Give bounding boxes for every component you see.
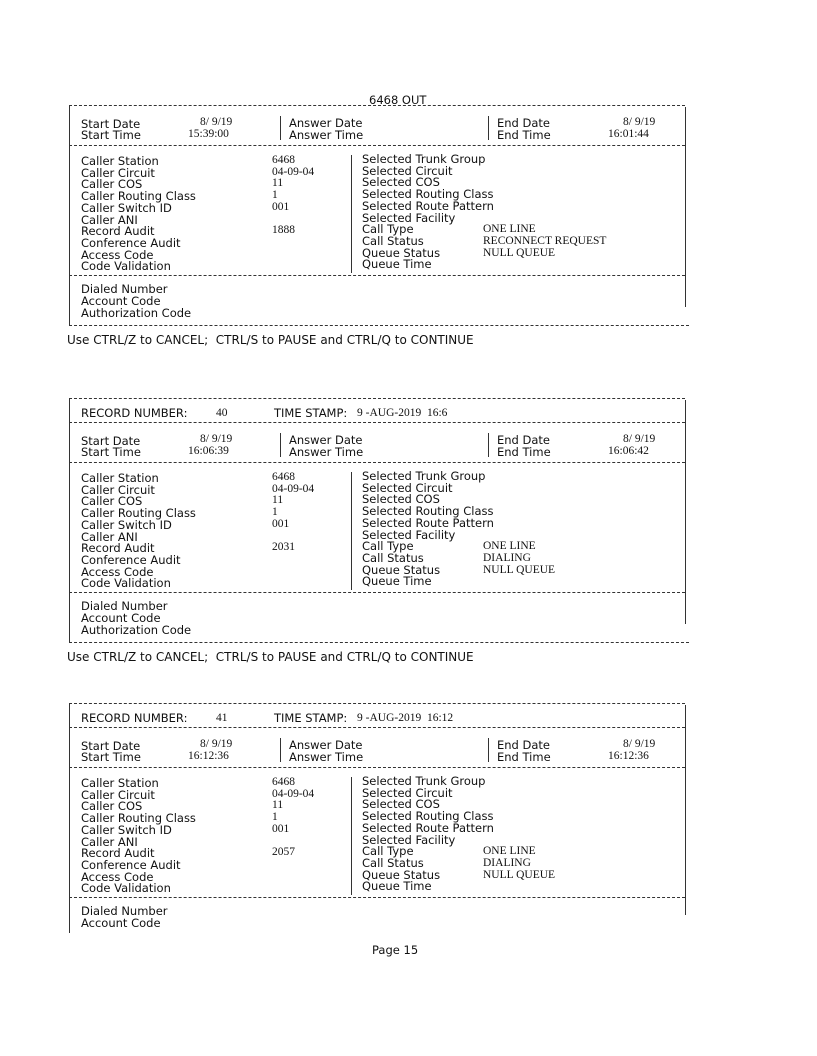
time-stamp-label: TIME STAMP:: [274, 406, 348, 420]
selected-facility-label: Selected Facility: [362, 528, 456, 542]
caller-ani-label: Caller ANI: [81, 530, 138, 544]
conference-audit-label: Conference Audit: [81, 858, 181, 872]
selected-facility-label: Selected Facility: [362, 833, 456, 847]
start-date-value: 8/ 9/19: [200, 116, 233, 128]
caller-switch-id-value: 001: [272, 823, 290, 835]
record-number-label: RECORD NUMBER:: [81, 406, 188, 420]
selected-routing-class-label: Selected Routing Class: [362, 809, 494, 823]
end-date-label: End Date: [497, 738, 550, 752]
caller-switch-id-label: Caller Switch ID: [81, 201, 172, 215]
time-stamp-label: TIME STAMP:: [274, 711, 348, 725]
caller-circuit-label: Caller Circuit: [81, 788, 155, 802]
selected-circuit-label: Selected Circuit: [362, 481, 453, 495]
caller-station-value: 6468: [272, 776, 295, 788]
record-number-value: 40: [216, 407, 228, 419]
caller-switch-id-value: 001: [272, 518, 290, 530]
end-date-label: End Date: [497, 433, 550, 447]
datetime-rule: [69, 145, 685, 146]
block-top-rule: [69, 398, 685, 399]
caller-circuit-label: Caller Circuit: [81, 483, 155, 497]
instructions-line: Use CTRL/Z to CANCEL; CTRL/S to PAUSE and CTRL/Q to CONTINUE: [67, 650, 474, 664]
conference-audit-label: Conference Audit: [81, 236, 181, 250]
queue-time-label: Queue Time: [362, 574, 432, 588]
caller-switch-id-value: 001: [272, 201, 290, 213]
selected-route-pattern-label: Selected Route Pattern: [362, 516, 494, 530]
selected-circuit-label: Selected Circuit: [362, 164, 453, 178]
queue-status-label: Queue Status: [362, 246, 441, 260]
end-time-value: 16:12:36: [608, 750, 649, 762]
dialed-number-label: Dialed Number: [81, 599, 168, 613]
header-rule: [69, 727, 685, 728]
dialed-number-label: Dialed Number: [81, 282, 168, 296]
caller-cos-label: Caller COS: [81, 177, 143, 191]
block-bottom-rule: [69, 325, 689, 326]
code-validation-label: Code Validation: [81, 576, 171, 590]
caller-cos-label: Caller COS: [81, 799, 143, 813]
caller-rule: [69, 592, 685, 593]
call-type-value: ONE LINE: [483, 845, 536, 857]
start-time-value: 16:12:36: [188, 750, 229, 762]
caller-station-value: 6468: [272, 154, 295, 166]
block-right-border: [685, 400, 686, 624]
queue-time-label: Queue Time: [362, 879, 432, 893]
caller-cos-value: 11: [272, 494, 284, 506]
end-date-value: 8/ 9/19: [623, 433, 656, 445]
account-code-label: Account Code: [81, 294, 161, 308]
record-audit-label: Record Audit: [81, 846, 155, 860]
block-right-border: [685, 705, 686, 915]
call-status-value: DIALING: [483, 857, 531, 869]
caller-separator: [351, 155, 352, 273]
end-date-value: 8/ 9/19: [623, 738, 656, 750]
call-type-label: Call Type: [362, 844, 414, 858]
call-status-label: Call Status: [362, 856, 424, 870]
caller-circuit-label: Caller Circuit: [81, 166, 155, 180]
block-top-rule: [69, 105, 685, 106]
caller-switch-id-label: Caller Switch ID: [81, 823, 172, 837]
queue-status-label: Queue Status: [362, 563, 441, 577]
answer-time-label: Answer Time: [289, 128, 364, 142]
answer-time-label: Answer Time: [289, 445, 364, 459]
selected-routing-class-label: Selected Routing Class: [362, 187, 494, 201]
call-type-label: Call Type: [362, 539, 414, 553]
caller-routing-class-value: 1: [272, 811, 278, 823]
record-audit-label: Record Audit: [81, 541, 155, 555]
end-time-value: 16:06:42: [608, 445, 649, 457]
end-date-label: End Date: [497, 116, 550, 130]
selected-trunk-group-label: Selected Trunk Group: [362, 152, 486, 166]
selected-cos-label: Selected COS: [362, 175, 440, 189]
access-code-label: Access Code: [81, 565, 154, 579]
end-time-value: 16:01:44: [608, 128, 649, 140]
time-stamp-value: 9 -AUG-2019 16:12: [357, 712, 454, 724]
queue-status-label: Queue Status: [362, 868, 441, 882]
start-time-value: 16:06:39: [188, 445, 229, 457]
call-status-value: DIALING: [483, 552, 531, 564]
caller-routing-class-value: 1: [272, 189, 278, 201]
caller-station-label: Caller Station: [81, 776, 159, 790]
call-status-label: Call Status: [362, 234, 424, 248]
selected-cos-label: Selected COS: [362, 492, 440, 506]
caller-rule: [69, 275, 685, 276]
block-top-rule: [69, 703, 685, 704]
instructions-line: Use CTRL/Z to CANCEL; CTRL/S to PAUSE and CTRL/Q to CONTINUE: [67, 333, 474, 347]
datetime-rule: [69, 767, 685, 768]
caller-separator: [351, 472, 352, 590]
queue-status-value: NULL QUEUE: [483, 564, 556, 576]
start-date-label: Start Date: [81, 739, 141, 753]
record-number-label: RECORD NUMBER:: [81, 711, 188, 725]
queue-time-label: Queue Time: [362, 257, 432, 271]
call-type-value: ONE LINE: [483, 540, 536, 552]
end-time-label: End Time: [497, 128, 551, 142]
datetime-rule: [69, 462, 685, 463]
block-right-border: [685, 107, 686, 307]
call-status-label: Call Status: [362, 551, 424, 565]
access-code-label: Access Code: [81, 248, 154, 262]
date-separator: [280, 116, 281, 140]
block-left-border: [69, 398, 70, 642]
start-date-value: 8/ 9/19: [200, 433, 233, 445]
end-date-value: 8/ 9/19: [623, 116, 656, 128]
selected-trunk-group-label: Selected Trunk Group: [362, 469, 486, 483]
record-audit-value: 2057: [272, 846, 295, 858]
caller-routing-class-label: Caller Routing Class: [81, 506, 196, 520]
end-separator: [488, 738, 489, 762]
end-separator: [488, 433, 489, 457]
end-time-label: End Time: [497, 445, 551, 459]
caller-station-label: Caller Station: [81, 154, 159, 168]
start-time-label: Start Time: [81, 750, 141, 764]
account-code-label: Account Code: [81, 611, 161, 625]
caller-circuit-value: 04-09-04: [272, 483, 315, 495]
answer-date-label: Answer Date: [289, 433, 363, 447]
answer-time-label: Answer Time: [289, 750, 364, 764]
caller-cos-value: 11: [272, 799, 284, 811]
conference-audit-label: Conference Audit: [81, 553, 181, 567]
start-time-label: Start Time: [81, 128, 141, 142]
block-left-border: [69, 105, 70, 325]
record-audit-value: 2031: [272, 541, 295, 553]
call-status-value: RECONNECT REQUEST: [483, 235, 607, 247]
end-separator: [488, 116, 489, 140]
caller-routing-class-value: 1: [272, 506, 278, 518]
start-time-value: 15:39:00: [188, 128, 229, 140]
block-left-border: [69, 703, 70, 933]
selected-routing-class-label: Selected Routing Class: [362, 504, 494, 518]
caller-ani-label: Caller ANI: [81, 213, 138, 227]
selected-facility-label: Selected Facility: [362, 211, 456, 225]
caller-cos-label: Caller COS: [81, 494, 143, 508]
start-date-value: 8/ 9/19: [200, 738, 233, 750]
selected-circuit-label: Selected Circuit: [362, 786, 453, 800]
selected-route-pattern-label: Selected Route Pattern: [362, 821, 494, 835]
code-validation-label: Code Validation: [81, 881, 171, 895]
caller-routing-class-label: Caller Routing Class: [81, 189, 196, 203]
call-type-value: ONE LINE: [483, 223, 536, 235]
caller-switch-id-label: Caller Switch ID: [81, 518, 172, 532]
date-separator: [280, 738, 281, 762]
page-footer: Page 15: [372, 943, 419, 957]
caller-station-label: Caller Station: [81, 471, 159, 485]
access-code-label: Access Code: [81, 870, 154, 884]
caller-separator: [351, 777, 352, 895]
record-audit-label: Record Audit: [81, 224, 155, 238]
caller-circuit-value: 04-09-04: [272, 788, 315, 800]
selected-trunk-group-label: Selected Trunk Group: [362, 774, 486, 788]
dialed-number-label: Dialed Number: [81, 904, 168, 918]
time-stamp-value: 9 -AUG-2019 16:6: [357, 407, 448, 419]
answer-date-label: Answer Date: [289, 738, 363, 752]
call-type-label: Call Type: [362, 222, 414, 236]
account-code-label: Account Code: [81, 916, 161, 930]
header-rule: [69, 422, 685, 423]
record-number-value: 41: [216, 712, 228, 724]
caller-cos-value: 11: [272, 177, 284, 189]
start-date-label: Start Date: [81, 434, 141, 448]
caller-circuit-value: 04-09-04: [272, 166, 315, 178]
page-title: 6468 OUT: [369, 93, 427, 107]
queue-status-value: NULL QUEUE: [483, 247, 556, 259]
code-validation-label: Code Validation: [81, 259, 171, 273]
caller-rule: [69, 897, 685, 898]
authorization-code-label: Authorization Code: [81, 306, 192, 320]
queue-status-value: NULL QUEUE: [483, 869, 556, 881]
record-audit-value: 1888: [272, 224, 295, 236]
end-time-label: End Time: [497, 750, 551, 764]
caller-station-value: 6468: [272, 471, 295, 483]
answer-date-label: Answer Date: [289, 116, 363, 130]
start-date-label: Start Date: [81, 117, 141, 131]
caller-ani-label: Caller ANI: [81, 835, 138, 849]
selected-route-pattern-label: Selected Route Pattern: [362, 199, 494, 213]
authorization-code-label: Authorization Code: [81, 623, 192, 637]
date-separator: [280, 433, 281, 457]
block-bottom-rule: [69, 642, 689, 643]
selected-cos-label: Selected COS: [362, 797, 440, 811]
caller-routing-class-label: Caller Routing Class: [81, 811, 196, 825]
start-time-label: Start Time: [81, 445, 141, 459]
